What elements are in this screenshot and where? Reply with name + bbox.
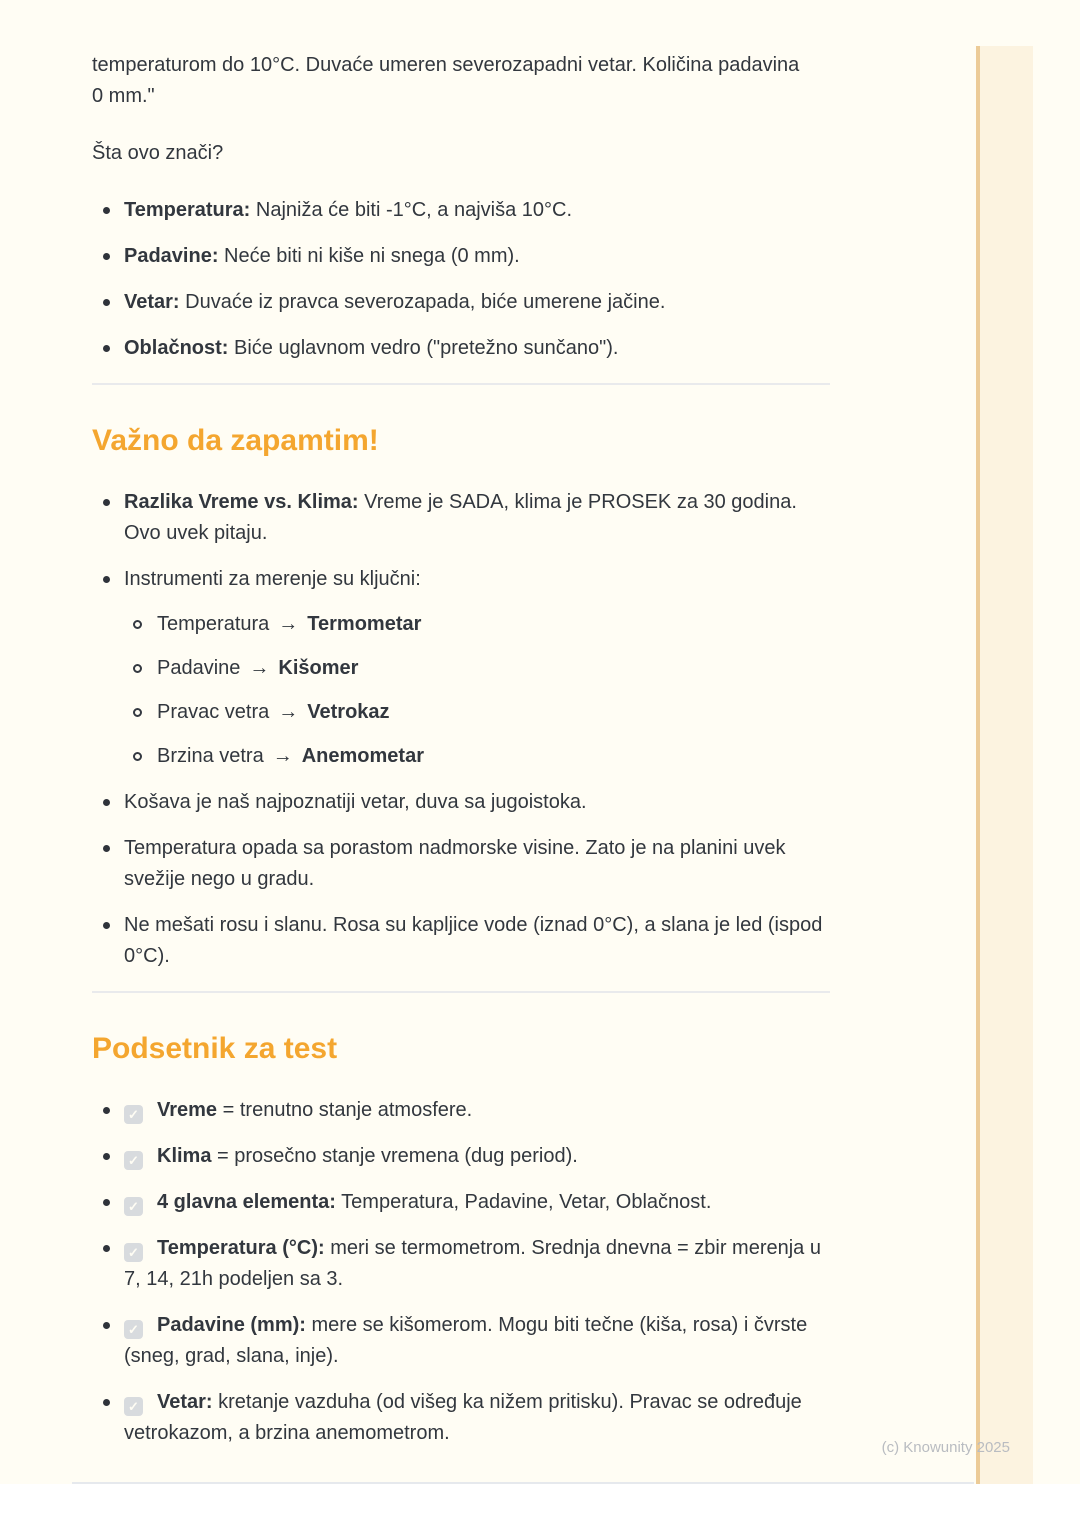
checkbox-icon bbox=[124, 1397, 143, 1416]
check-icon: ✓ bbox=[128, 1107, 139, 1122]
item-text: Temperatura, Padavine, Vetar, Oblačnost. bbox=[335, 1191, 712, 1213]
bullet-dot-icon bbox=[103, 845, 110, 852]
section-title-reminder: Podsetnik za test bbox=[92, 1032, 338, 1065]
item-lead: Temperatura (°C): bbox=[157, 1237, 325, 1259]
arrow-right-icon: → bbox=[278, 701, 299, 723]
check-icon: ✓ bbox=[128, 1245, 139, 1260]
item-lead: Oblačnost: bbox=[124, 337, 229, 359]
item-text: Ne mešati rosu i slanu. Rosa su kapljice vode (iznad 0°C), a slana je led (ispod 0°C). bbox=[124, 914, 823, 967]
list-item bbox=[92, 487, 830, 549]
instrument-device: Kišomer bbox=[278, 657, 359, 679]
item-text: Temperatura opada sa porastom nadmorske visine. Zato je na planini uvek svežije nego u gradu. bbox=[124, 837, 786, 890]
list-item bbox=[92, 195, 830, 226]
arrow-right-icon: → bbox=[278, 613, 299, 635]
bullet-dot-icon bbox=[103, 299, 110, 306]
question-text: Šta ovo znači? bbox=[92, 142, 224, 164]
list-item bbox=[92, 287, 830, 318]
item-lead: Vetar: bbox=[157, 1391, 213, 1413]
item-text: mere se kišomerom. Mogu biti tečne (kiša, rosa) i čvrste (sneg, grad, slana, inje). bbox=[124, 1314, 808, 1367]
instrument-label: Temperatura bbox=[157, 613, 270, 635]
item-text: = trenutno stanje atmosfere. bbox=[217, 1099, 473, 1121]
section-title-important: Važno da zapamtim! bbox=[92, 424, 379, 457]
instrument-label: Brzina vetra bbox=[157, 745, 264, 767]
test-checklist bbox=[92, 1095, 830, 1449]
bullet-dot-icon bbox=[103, 1322, 110, 1329]
circle-bullet-icon bbox=[133, 708, 142, 717]
list-item bbox=[92, 787, 830, 818]
item-lead: 4 glavna elementa: bbox=[157, 1191, 336, 1213]
arrow-right-icon: → bbox=[249, 657, 270, 679]
checkbox-icon bbox=[124, 1197, 143, 1216]
circle-bullet-icon bbox=[133, 620, 142, 629]
checklist-item bbox=[92, 1141, 830, 1172]
list-item bbox=[92, 910, 830, 972]
item-text: Duvaće iz pravca severozapada, biće umerene jačine. bbox=[179, 291, 666, 313]
arrow-right-icon: → bbox=[272, 745, 293, 767]
checklist-item bbox=[92, 1233, 830, 1295]
check-icon: ✓ bbox=[128, 1322, 139, 1337]
bullet-dot-icon bbox=[103, 1153, 110, 1160]
instrument-device: Anemometar bbox=[301, 745, 424, 767]
circle-bullet-icon bbox=[133, 752, 142, 761]
list-item bbox=[92, 241, 830, 272]
item-text: meri se termometrom. Srednja dnevna = zbir merenja u 7, 14, 21h podeljen sa 3. bbox=[124, 1237, 821, 1290]
section-divider bbox=[92, 991, 830, 993]
important-list bbox=[92, 487, 830, 972]
page-edge-shadow bbox=[72, 1482, 974, 1484]
checkbox-icon bbox=[124, 1243, 143, 1262]
checkbox-icon bbox=[124, 1320, 143, 1339]
checkbox-icon bbox=[124, 1151, 143, 1170]
item-text: Najniža će biti -1°C, a najviša 10°C. bbox=[250, 199, 573, 221]
list-item bbox=[124, 609, 830, 640]
item-text: = prosečno stanje vremena (dug period). bbox=[211, 1145, 578, 1167]
footer-credit: (c) Knowunity 2025 bbox=[881, 1439, 1010, 1456]
bullet-dot-icon bbox=[103, 1399, 110, 1406]
item-text: Neće biti ni kiše ni snega (0 mm). bbox=[218, 245, 520, 267]
list-item bbox=[92, 564, 830, 772]
checklist-item bbox=[92, 1310, 830, 1372]
instruments-list bbox=[124, 609, 830, 772]
item-lead: Klima bbox=[157, 1145, 212, 1167]
list-item bbox=[124, 653, 830, 684]
item-text: Vreme je SADA, klima je PROSEK za 30 godina. Ovo uvek pitaju. bbox=[124, 491, 797, 544]
check-icon: ✓ bbox=[128, 1199, 139, 1214]
bullet-dot-icon bbox=[103, 499, 110, 506]
item-lead: Vreme bbox=[157, 1099, 218, 1121]
check-icon: ✓ bbox=[128, 1399, 139, 1414]
checkbox-icon bbox=[124, 1105, 143, 1124]
instrument-label: Padavine bbox=[157, 657, 241, 679]
item-lead: Razlika Vreme vs. Klima: bbox=[124, 491, 359, 513]
list-item bbox=[124, 697, 830, 728]
list-item bbox=[124, 741, 830, 772]
circle-bullet-icon bbox=[133, 664, 142, 673]
side-accent-strip bbox=[976, 46, 1033, 1484]
check-icon: ✓ bbox=[128, 1153, 139, 1168]
item-text: Košava je naš najpoznatiji vetar, duva sa jugoistoka. bbox=[124, 791, 587, 813]
forecast-summary-list bbox=[92, 195, 830, 364]
list-item bbox=[92, 833, 830, 895]
bullet-dot-icon bbox=[103, 922, 110, 929]
checklist-item bbox=[92, 1095, 830, 1126]
intro-paragraph: temperaturom do 10°C. Duvaće umeren severozapadni vetar. Količina padavina 0 mm." bbox=[92, 54, 800, 107]
section-divider bbox=[92, 383, 830, 385]
checklist-item bbox=[92, 1187, 830, 1218]
item-text: kretanje vazduha (od višeg ka nižem pritisku). Pravac se određuje vetrokazom, a brzina anemometrom. bbox=[124, 1391, 802, 1444]
list-item bbox=[92, 333, 830, 364]
instrument-label: Pravac vetra bbox=[157, 701, 270, 723]
bullet-dot-icon bbox=[103, 1107, 110, 1114]
instrument-device: Vetrokaz bbox=[307, 701, 390, 723]
item-lead: Vetar: bbox=[124, 291, 180, 313]
bullet-dot-icon bbox=[103, 576, 110, 583]
item-text: Instrumenti za merenje su ključni: bbox=[124, 568, 421, 590]
bullet-dot-icon bbox=[103, 1245, 110, 1252]
item-lead: Temperatura: bbox=[124, 199, 251, 221]
bullet-dot-icon bbox=[103, 799, 110, 806]
item-lead: Padavine (mm): bbox=[157, 1314, 306, 1336]
bullet-dot-icon bbox=[103, 345, 110, 352]
instrument-device: Termometar bbox=[307, 613, 422, 635]
bullet-dot-icon bbox=[103, 1199, 110, 1206]
bullet-dot-icon bbox=[103, 207, 110, 214]
page-content bbox=[92, 50, 830, 1464]
bullet-dot-icon bbox=[103, 253, 110, 260]
item-lead: Padavine: bbox=[124, 245, 219, 267]
item-text: Biće uglavnom vedro ("pretežno sunčano"). bbox=[228, 337, 619, 359]
